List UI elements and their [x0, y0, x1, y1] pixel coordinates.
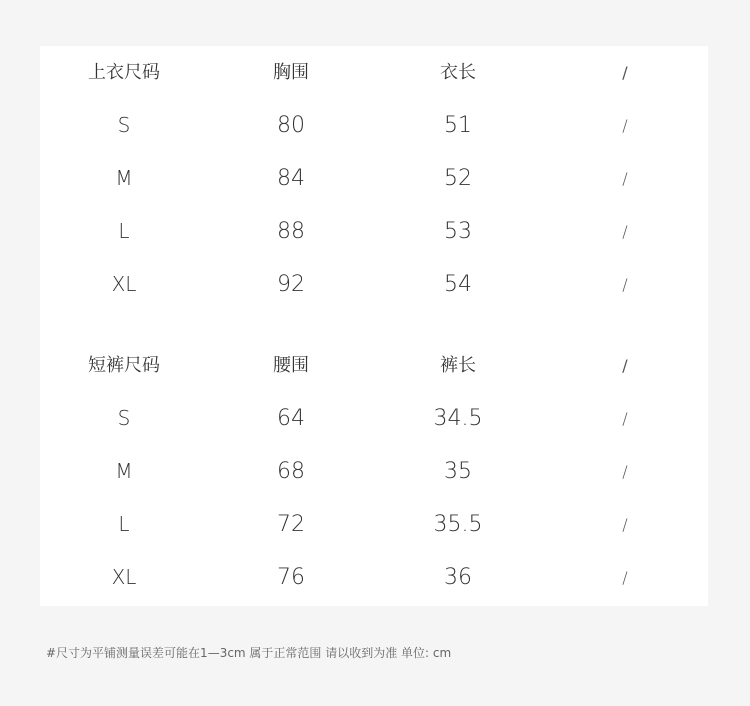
bottom-table-header-row — [40, 339, 708, 392]
length-cell: 36 — [444, 565, 472, 590]
blank-cell: / — [622, 169, 628, 188]
top-table-header-row — [40, 46, 708, 99]
table-row — [40, 99, 708, 152]
blank-cell: / — [622, 409, 628, 428]
top-header-blank: / — [622, 63, 628, 82]
table-row — [40, 152, 708, 205]
chest-cell: 84 — [277, 166, 305, 191]
bottom-size-table — [40, 339, 708, 604]
length-cell: 51 — [444, 113, 472, 138]
table-row — [40, 445, 708, 498]
size-cell: L — [118, 512, 130, 536]
size-cell: XL — [111, 272, 137, 296]
table-row — [40, 551, 708, 604]
bottom-header-length: 裤长 — [440, 355, 476, 376]
table-row — [40, 258, 708, 311]
top-header-size: 上衣尺码 — [88, 62, 160, 83]
size-cell: S — [117, 113, 131, 137]
bottom-header-size: 短裤尺码 — [88, 355, 160, 376]
blank-cell: / — [622, 275, 628, 294]
measurement-footnote: #尺寸为平铺测量误差可能在1—3cm 属于正常范围 请以收到为准 单位: cm — [46, 646, 452, 660]
blank-cell: / — [622, 568, 628, 587]
length-cell: 53 — [444, 219, 472, 244]
top-header-length: 衣长 — [440, 62, 476, 83]
waist-cell: 76 — [277, 565, 305, 590]
size-cell: L — [118, 219, 130, 243]
size-cell: M — [115, 166, 133, 190]
chest-cell: 88 — [277, 219, 305, 244]
chest-cell: 92 — [277, 272, 305, 297]
blank-cell: / — [622, 222, 628, 241]
size-cell: S — [117, 406, 131, 430]
size-cell: M — [115, 459, 133, 483]
length-cell: 35 — [444, 459, 472, 484]
blank-cell: / — [622, 515, 628, 534]
bottom-header-waist: 腰围 — [273, 355, 309, 376]
size-chart-card — [40, 46, 708, 606]
waist-cell: 68 — [277, 459, 305, 484]
blank-cell: / — [622, 462, 628, 481]
table-row — [40, 498, 708, 551]
size-cell: XL — [111, 565, 137, 589]
blank-cell: / — [622, 116, 628, 135]
bottom-header-blank: / — [622, 356, 628, 375]
table-row — [40, 205, 708, 258]
top-header-chest: 胸围 — [273, 62, 309, 83]
top-size-table — [40, 46, 708, 311]
length-cell: 35.5 — [433, 512, 483, 537]
table-row — [40, 392, 708, 445]
chest-cell: 80 — [277, 113, 305, 138]
length-cell: 52 — [444, 166, 472, 191]
length-cell: 54 — [444, 272, 472, 297]
waist-cell: 72 — [277, 512, 305, 537]
waist-cell: 64 — [277, 406, 305, 431]
length-cell: 34.5 — [433, 406, 483, 431]
